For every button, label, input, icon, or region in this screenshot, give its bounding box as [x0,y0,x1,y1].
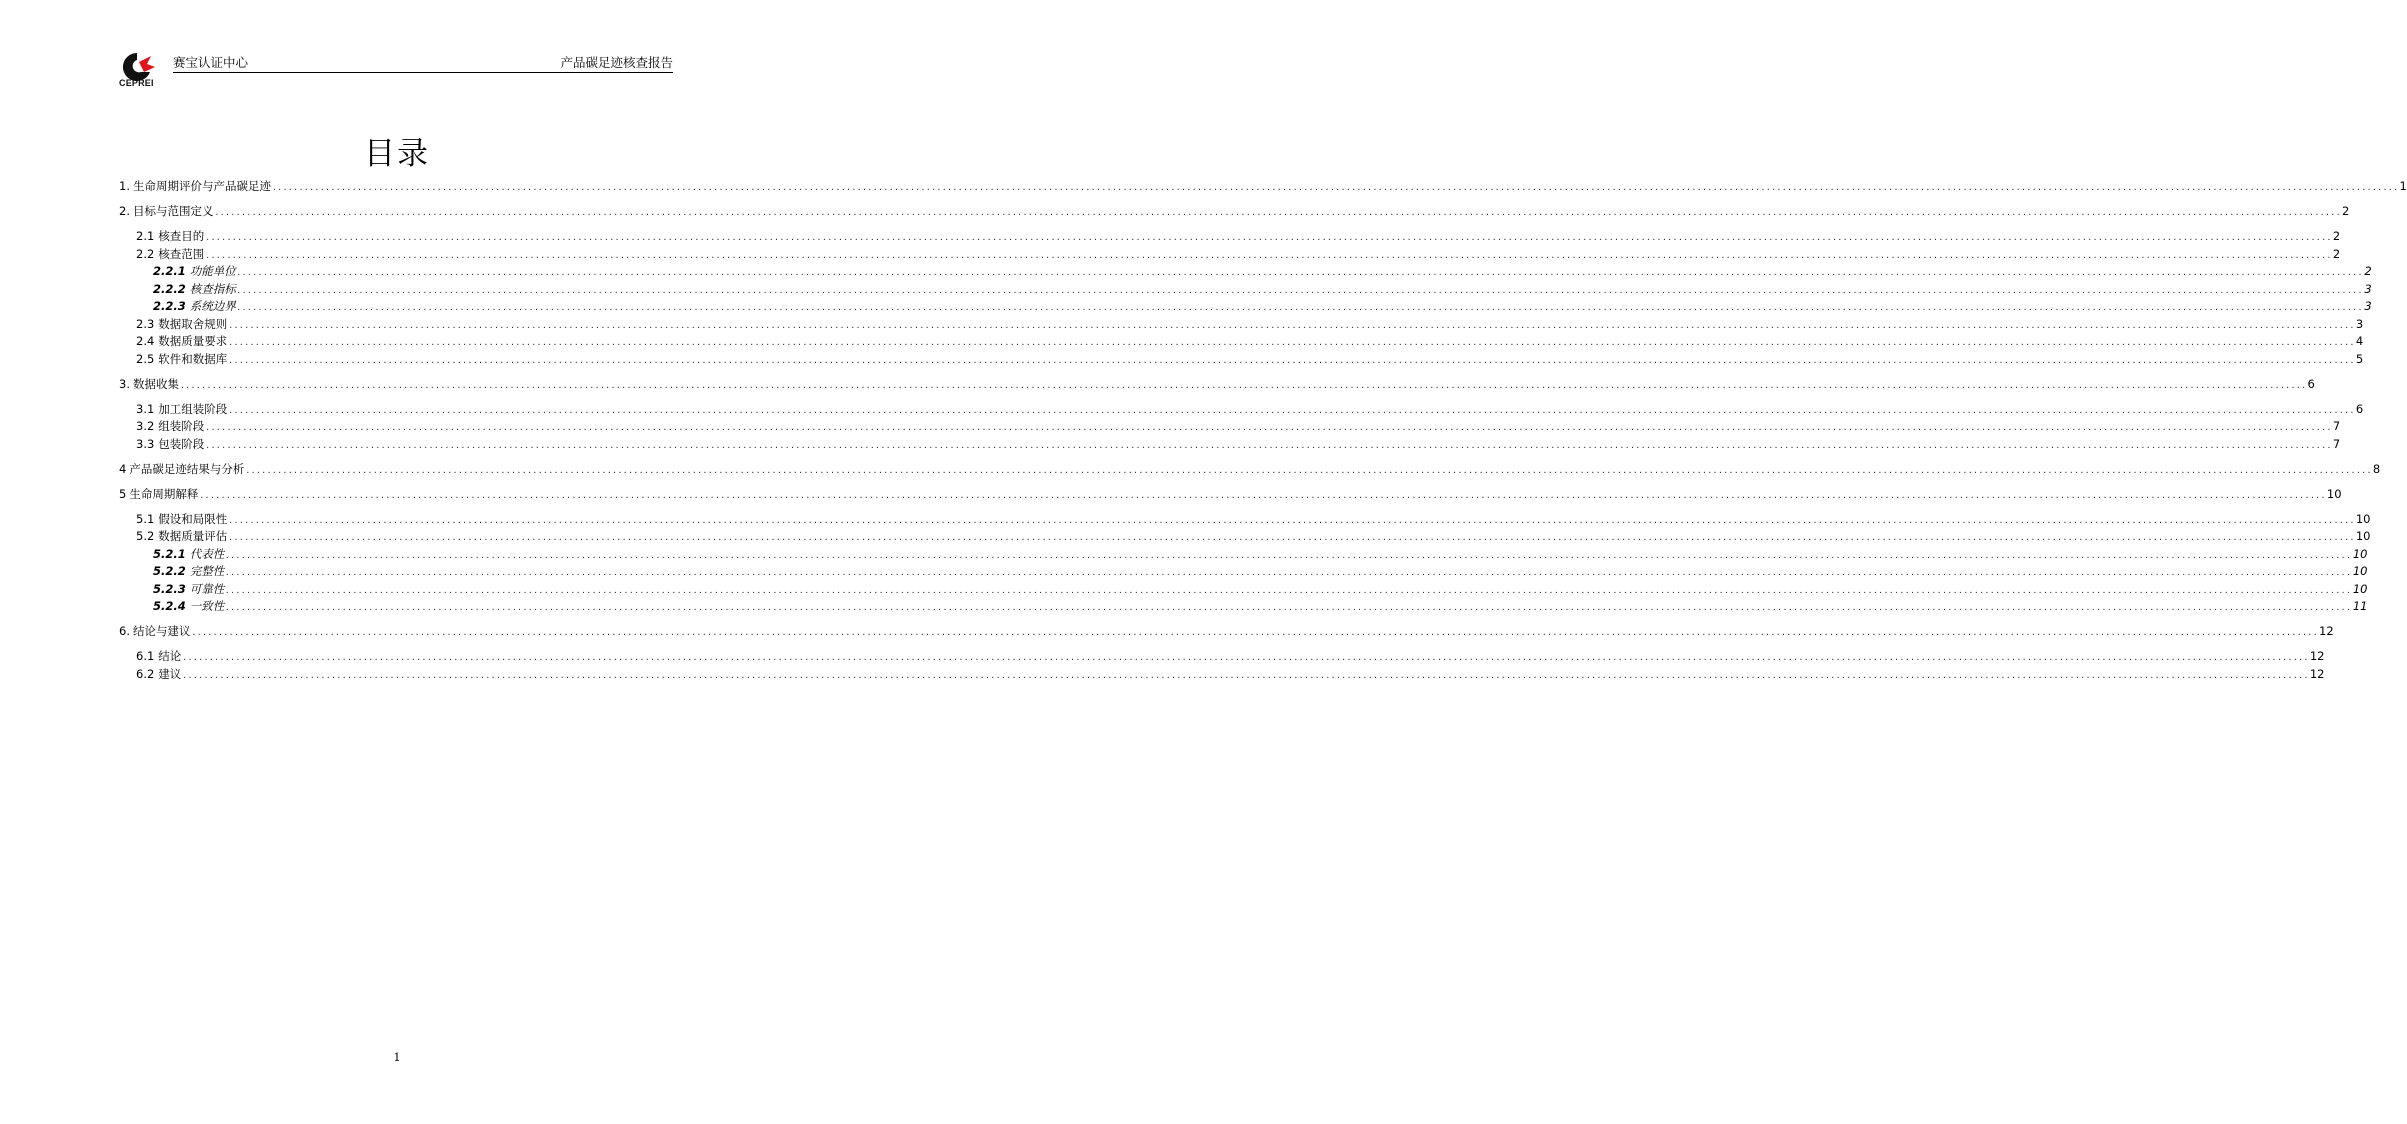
toc-page-number: 10 [2355,529,2371,543]
toc-entry-number: 2.2.2 [153,281,186,296]
toc-page-number: 2 [2364,264,2372,278]
toc-page-number: 4 [2355,334,2364,348]
toc-entry-number: 5.2.3 [153,581,186,596]
toc-entry-number: 5.2 [136,529,155,543]
header-rule [173,72,673,73]
toc-entry-text: 生命周期评价与产品碳足迹 [132,179,271,193]
toc-entry[interactable] [153,298,2372,316]
toc-entry[interactable] [136,418,2341,436]
toc-entry-number: 2.2.1 [153,264,186,278]
toc-entry[interactable] [136,401,2364,419]
toc-page-number: 3 [2355,316,2364,331]
toc-page-number: 11 [2352,599,2368,613]
toc-leader-dots: ................................................................................................................................................................................................................................................................................................................................................................................................................ [182,670,2309,680]
toc-leader-dots: ................................................................................................................................................................................................................................................................................................................................................................................................................ [205,423,2332,432]
logo-text: CEPREI [119,78,154,88]
toc-page-number: 6 [2355,401,2364,416]
toc-entry-label [153,581,224,597]
toc-entry-text: 数据质量要求 [158,334,228,348]
toc-entry-label [119,376,179,392]
toc-entry-number: 3.2 [136,419,155,433]
toc-entry[interactable] [153,598,2368,616]
toc-entry[interactable] [119,623,2334,641]
toc-page-number: 8 [2372,461,2381,476]
toc-entry-label [153,563,224,579]
toc-page-number: 12 [2309,666,2325,681]
page-header [117,48,673,92]
toc-entry-text: 完整性 [189,564,225,578]
toc-entry-number: 2.5 [136,351,155,366]
toc-entry-number: 4 [119,461,127,476]
toc-entry-label [136,333,227,349]
toc-entry[interactable] [119,486,2342,504]
toc-entry[interactable] [136,648,2325,666]
toc-leader-dots: ................................................................................................................................................................................................................................................................................................................................................................................................................ [205,250,2332,260]
toc-entry-text: 组装阶段 [158,419,205,433]
toc-entry[interactable] [153,563,2368,581]
organization-name: 赛宝认证中心 [173,55,249,70]
toc-leader-dots: ................................................................................................................................................................................................................................................................................................................................................................................................................ [228,533,2355,542]
toc-entry-text: 加工组装阶段 [158,401,228,416]
toc-entry-label [136,648,181,664]
toc-entry-text: 数据收集 [132,376,179,391]
toc-leader-dots: ................................................................................................................................................................................................................................................................................................................................................................................................................ [236,303,2364,312]
toc-entry-text: 核查目的 [158,229,205,243]
toc-page-number: 7 [2332,436,2341,451]
toc-entry-number: 5.2.2 [153,564,186,578]
toc-entry-number: 6. [119,624,130,638]
toc-entry-text: 核查指标 [189,281,236,296]
toc-entry[interactable] [153,581,2368,599]
toc-page-number: 12 [2309,649,2325,663]
toc-entry-number: 5 [119,486,127,501]
toc-entry-number: 2. [119,204,130,218]
toc-entry-text: 目标与范围定义 [132,204,214,218]
toc-leader-dots: ................................................................................................................................................................................................................................................................................................................................................................................................................ [228,405,2355,415]
toc-page-number: 3 [2364,281,2372,296]
toc-entry-text: 系统边界 [189,299,236,313]
toc-leader-dots: ................................................................................................................................................................................................................................................................................................................................................................................................................ [228,338,2355,347]
toc-entry[interactable] [136,351,2364,369]
page-number: 1 [393,1051,401,1064]
toc-entry-number: 5.1 [136,511,155,526]
toc-entry-label [136,511,227,527]
toc-leader-dots: ................................................................................................................................................................................................................................................................................................................................................................................................................ [225,603,2352,612]
toc-leader-dots: ................................................................................................................................................................................................................................................................................................................................................................................................................ [228,320,2355,330]
toc-entry-text: 假设和局限性 [158,511,228,526]
toc-leader-dots: ................................................................................................................................................................................................................................................................................................................................................................................................................ [228,355,2355,365]
toc-entry[interactable] [136,666,2325,684]
toc-entry[interactable] [136,333,2364,351]
toc-entry-label [119,461,244,477]
toc-entry-text: 代表性 [189,546,225,561]
toc-leader-dots: ................................................................................................................................................................................................................................................................................................................................................................................................................ [236,268,2364,277]
toc-entry[interactable] [153,263,2372,281]
toc-entry[interactable] [119,376,2315,394]
toc-entry-label [136,246,204,262]
toc-page-number: 5 [2355,351,2364,366]
toc-entry-label [136,316,227,332]
toc-entry-text: 结论与建议 [132,624,191,638]
toc-entry-number: 2.1 [136,229,155,243]
toc-title: 目录 [364,136,430,172]
toc-entry-number: 3.1 [136,401,155,416]
toc-entry-label [153,281,236,297]
toc-entry[interactable] [119,178,2407,196]
toc-page-number: 6 [2307,376,2315,391]
toc-leader-dots: ................................................................................................................................................................................................................................................................................................................................................................................................................ [205,440,2332,450]
toc-page-number: 10 [2355,511,2371,526]
toc-entry[interactable] [119,461,2381,479]
toc-leader-dots: ................................................................................................................................................................................................................................................................................................................................................................................................................ [191,628,2319,637]
toc-page-number: 12 [2319,624,2334,638]
toc-entry[interactable] [136,228,2341,246]
toc-entry-text: 数据取舍规则 [158,316,228,331]
toc-entry[interactable] [136,316,2364,334]
toc-entry-number: 2.4 [136,334,155,348]
toc-entry-label [136,228,204,244]
toc-entry[interactable] [153,546,2368,564]
toc-entry-label [136,666,181,682]
toc-leader-dots: ................................................................................................................................................................................................................................................................................................................................................................................................................ [225,550,2352,560]
toc-entry-label [136,528,227,544]
toc-leader-dots: ................................................................................................................................................................................................................................................................................................................................................................................................................ [182,653,2309,662]
toc-leader-dots: ................................................................................................................................................................................................................................................................................................................................................................................................................ [228,515,2355,525]
toc-entry-number: 2.3 [136,316,155,331]
toc-entry-number: 5.2.4 [153,599,186,613]
toc-entry-label [136,436,204,452]
toc-entry-text: 结论 [158,649,182,663]
toc-page-number: 7 [2332,419,2341,433]
toc-entry-text: 功能单位 [189,264,236,278]
toc-entry-text: 数据质量评估 [158,529,228,543]
toc-leader-dots: ................................................................................................................................................................................................................................................................................................................................................................................................................ [179,380,2307,390]
toc-entry-text: 核查范围 [158,246,205,261]
toc-entry-text: 包装阶段 [158,436,205,451]
toc-leader-dots: ................................................................................................................................................................................................................................................................................................................................................................................................................ [245,465,2372,475]
toc-entry-label [153,263,236,279]
toc-entry[interactable] [136,436,2341,454]
toc-leader-dots: ................................................................................................................................................................................................................................................................................................................................................................................................................ [225,568,2352,577]
toc-leader-dots: ................................................................................................................................................................................................................................................................................................................................................................................................................ [199,490,2326,500]
toc-entry[interactable] [136,511,2371,529]
toc-entry-text: 一致性 [189,599,225,613]
toc-entry-number: 1. [119,179,130,193]
toc-entry[interactable] [136,528,2371,546]
toc-page-number: 10 [2326,486,2342,501]
toc-entry-number: 3.3 [136,436,155,451]
toc-leader-dots: ................................................................................................................................................................................................................................................................................................................................................................................................................ [214,208,2342,217]
toc-leader-dots: ................................................................................................................................................................................................................................................................................................................................................................................................................ [271,183,2399,192]
toc-entry-label [136,351,227,367]
toc-entry-number: 3. [119,376,130,391]
toc-page-number: 3 [2364,299,2372,313]
toc-page-number: 10 [2352,581,2368,596]
toc-entry-number: 2.2.3 [153,299,186,313]
toc-entry-label [136,418,204,434]
toc-entry-label [119,178,271,194]
toc-entry-label [153,298,236,314]
toc-entry-label [136,401,227,417]
toc-page-number: 10 [2352,546,2368,561]
toc-leader-dots: ................................................................................................................................................................................................................................................................................................................................................................................................................ [205,233,2332,242]
toc-entry-label [119,203,213,219]
toc-leader-dots: ................................................................................................................................................................................................................................................................................................................................................................................................................ [225,585,2352,595]
toc-page-number: 10 [2352,564,2368,578]
toc-entry-label [153,546,224,562]
toc-page-number: 2 [2332,229,2341,243]
toc-entry-text: 可靠性 [189,581,225,596]
toc-entry-label [119,486,198,502]
report-title: 产品碳足迹核查报告 [560,55,673,70]
toc-entry-text: 生命周期解释 [129,486,199,501]
toc-entry[interactable] [136,246,2341,264]
toc-page-number: 2 [2342,204,2350,218]
toc-page-number: 1 [2399,179,2407,193]
toc-leader-dots: ................................................................................................................................................................................................................................................................................................................................................................................................................ [236,285,2364,295]
toc-entry-number: 6.1 [136,649,155,663]
toc-entry-text: 建议 [158,666,182,681]
toc-entry[interactable] [119,203,2350,221]
toc-page-number: 2 [2332,246,2341,261]
toc-entry-label [119,623,190,639]
toc-entry[interactable] [153,281,2372,299]
toc-entry-number: 5.2.1 [153,546,186,561]
toc-entry-number: 2.2 [136,246,155,261]
toc-entry-label [153,598,224,614]
toc-entry-text: 产品碳足迹结果与分析 [129,461,245,476]
toc-entry-number: 6.2 [136,666,155,681]
toc-entry-text: 软件和数据库 [158,351,228,366]
